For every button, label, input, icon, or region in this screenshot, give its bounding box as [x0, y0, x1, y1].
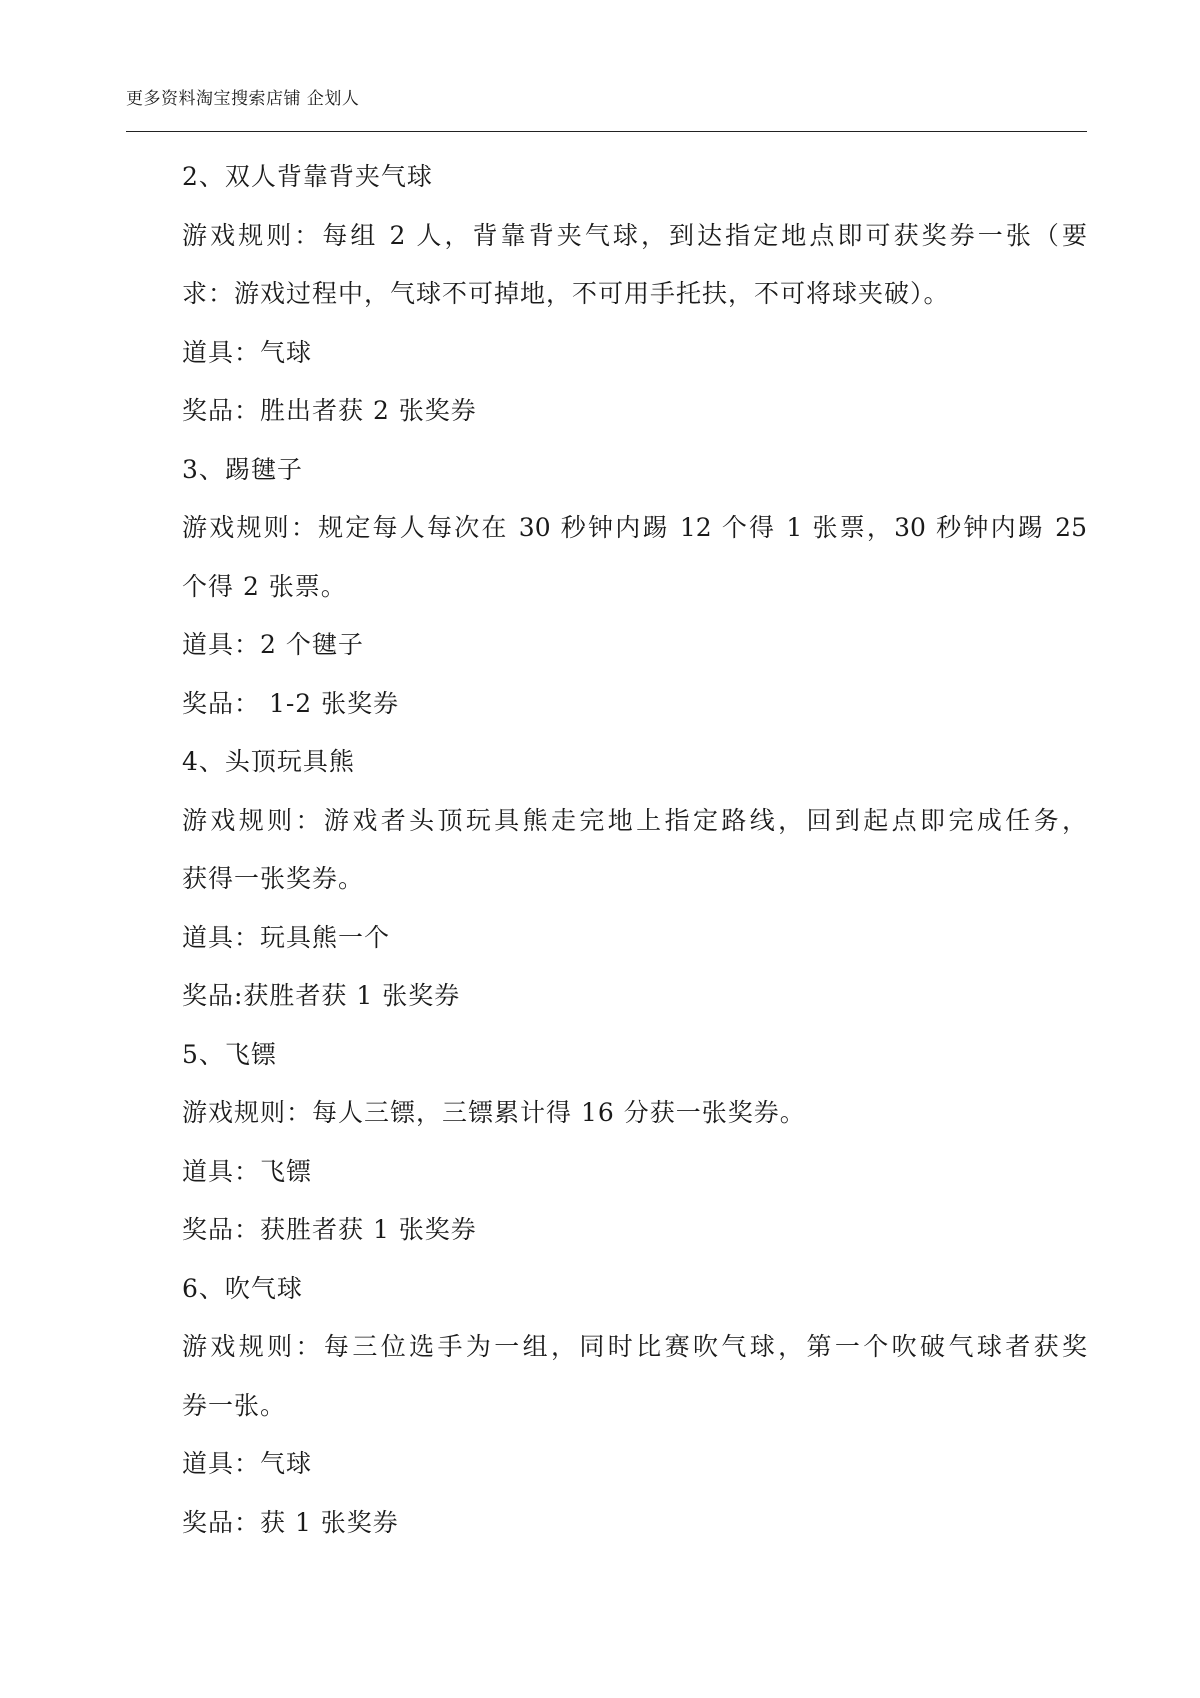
paragraph-line: 游戏规则：每人三镖，三镖累计得 16 分获一张奖券。 [182, 1098, 806, 1127]
section-heading-darts: 5、飞镖 [182, 1039, 277, 1069]
document-body [182, 148, 1087, 1552]
section-heading-teddy-bear: 4、头顶玩具熊 [182, 747, 355, 776]
header-divider [126, 131, 1087, 132]
props-line: 道具：气球 [182, 1449, 313, 1478]
section-heading-blow-balloon: 6、吹气球 [182, 1273, 303, 1303]
paragraph-line: 游戏规则：游戏者头顶玩具熊走完地上指定路线，回到起点即完成任务， [182, 805, 1087, 835]
prize-line: 奖品： 1-2 张奖券 [182, 688, 400, 718]
paragraph-line: 求：游戏过程中，气球不可掉地，不可用手托扶，不可将球夹破）。 [182, 279, 950, 308]
prize-line: 奖品：获胜者获 1 张奖券 [182, 1215, 477, 1244]
prize-line: 奖品:获胜者获 1 张奖券 [182, 981, 461, 1010]
page-header: 更多资料淘宝搜索店铺 企划人 [126, 89, 360, 109]
props-line: 道具：气球 [182, 337, 313, 367]
prize-line: 奖品：获 1 张奖券 [182, 1507, 399, 1537]
paragraph-line: 券一张。 [182, 1390, 287, 1420]
paragraph-line: 获得一张奖券。 [182, 864, 365, 893]
paragraph-line: 游戏规则：每三位选手为一组，同时比赛吹气球，第一个吹破气球者获奖 [182, 1332, 1087, 1361]
props-line: 道具：玩具熊一个 [182, 922, 391, 952]
paragraph-line: 个得 2 张票。 [182, 571, 347, 601]
props-line: 道具：2 个毽子 [182, 630, 364, 659]
prize-line: 奖品：胜出者获 2 张奖券 [182, 396, 477, 425]
props-line: 道具：飞镖 [182, 1156, 313, 1186]
paragraph-line: 游戏规则：每组 2 人，背靠背夹气球，到达指定地点即可获奖券一张（要 [182, 220, 1087, 250]
section-heading-shuttlecock: 3、踢毽子 [182, 454, 303, 484]
section-heading-balloon: 2、双人背靠背夹气球 [182, 162, 433, 191]
paragraph-line: 游戏规则：规定每人每次在 30 秒钟内踢 12 个得 1 张票，30 秒钟内踢 25 [182, 513, 1087, 542]
